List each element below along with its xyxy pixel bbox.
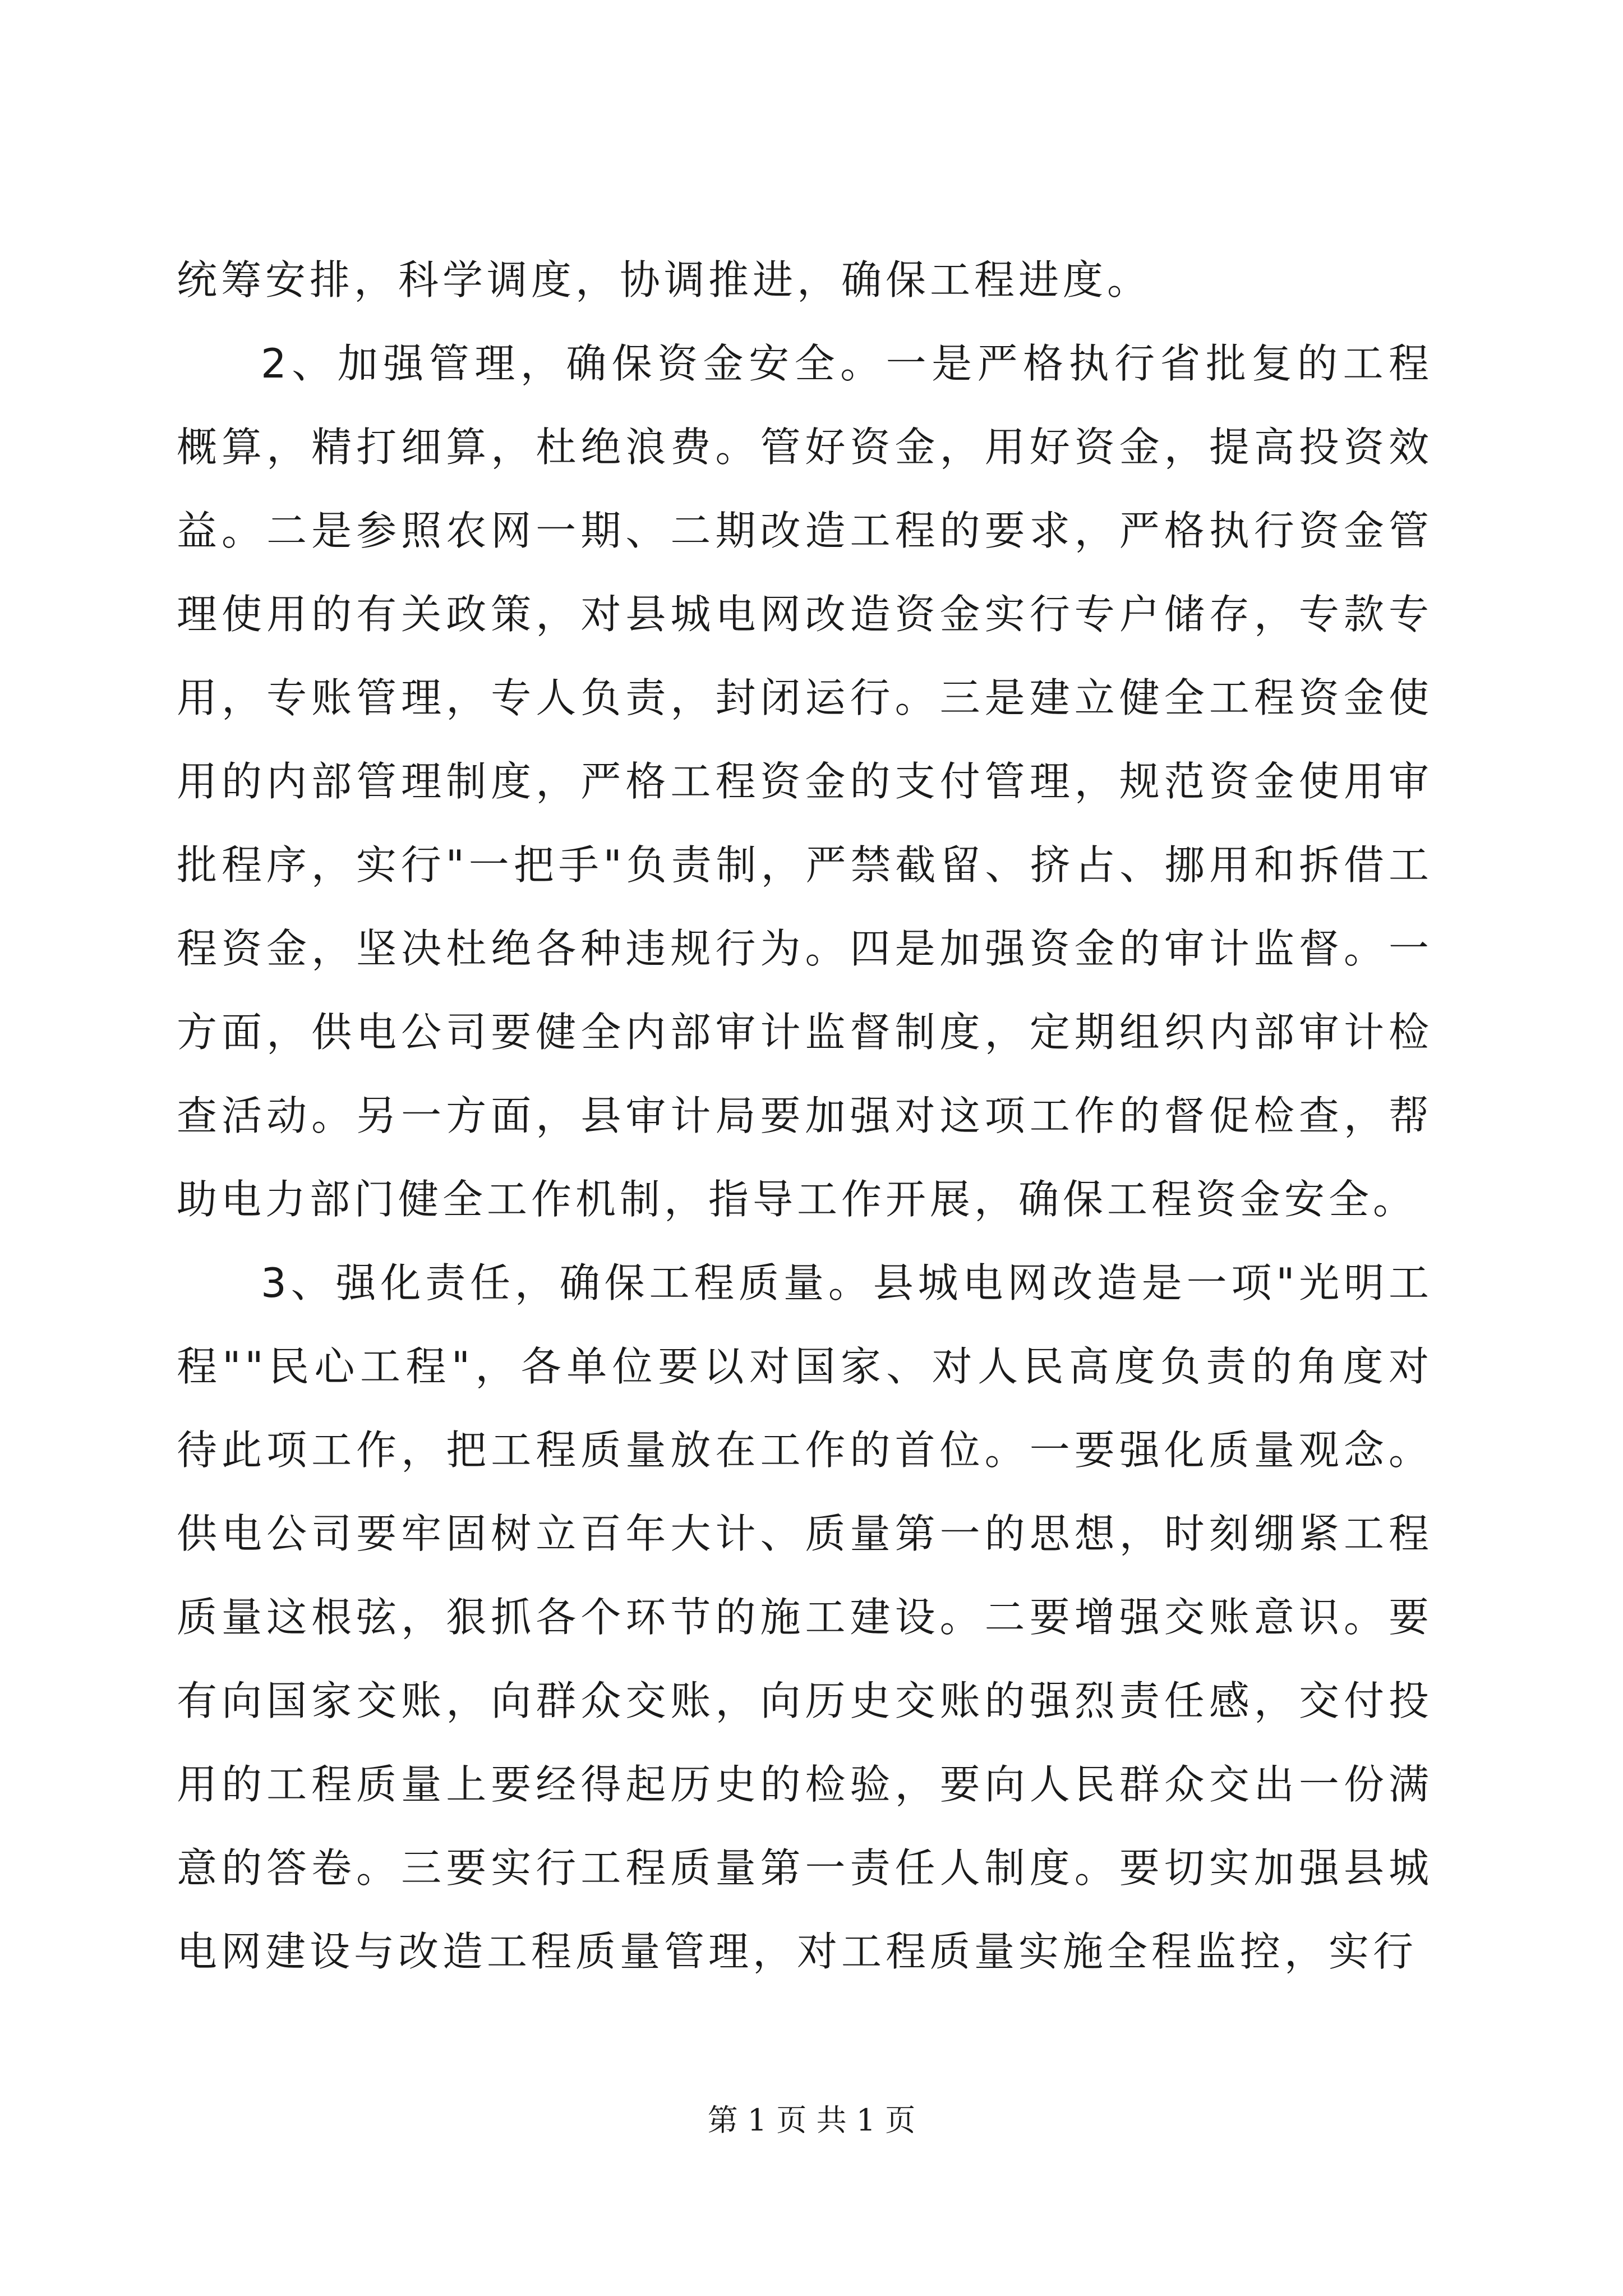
page-footer: 第 1 页 共 1 页 — [707, 2102, 916, 2138]
paragraph-engineering-quality: 3、强化责任，确保工程质量。县城电网改造是一项"光明工程""民心工程"，各单位要以对国家、对人民高度负责的角度对待此项工作，把工程质量放在工作的首位。一要强化质量观念。供电公司要牢固树立百年大计、质量第一的思想，时刻绷紧工程质量这根弦，狠抓各个环节的施工建设。二要增强交账意识。要有向国家交账，向群众交账，向历史交账的强烈责任感，交付投用的工程质量上要经得起历史的检验，要向人民群众交出一份满意的答卷。三要实行工程质量第一责任人制度。要切实加强县城电网建设与改造工程质量管理，对工程质量实施全程监控，实行 — [177, 1259, 1433, 1975]
document-body — [177, 238, 1433, 1994]
paragraph-continuation: 统筹安排，科学调度，协调推进，确保工程进度。 — [177, 256, 1152, 303]
paragraph-fund-management: 2、加强管理，确保资金安全。一是严格执行省批复的工程概算，精打细算，杜绝浪费。管好资金，用好资金，提高投资效益。二是参照农网一期、二期改造工程的要求，严格执行资金管理使用的有关政策，对县城电网改造资金实行专户储存，专款专用，专账管理，专人负责，封闭运行。三是建立健全工程资金使用的内部管理制度，严格工程资金的支付管理，规范资金使用审批程序，实行"一把手"负责制，严禁截留、挤占、挪用和拆借工程资金，坚决杜绝各种违规行为。四是加强资金的审计监督。一方面，供电公司要健全内部审计监督制度，定期组织内部审计检查活动。另一方面，县审计局要加强对这项工作的督促检查，帮助电力部门健全工作机制，指导工作开展，确保工程资金安全。 — [177, 340, 1433, 1223]
